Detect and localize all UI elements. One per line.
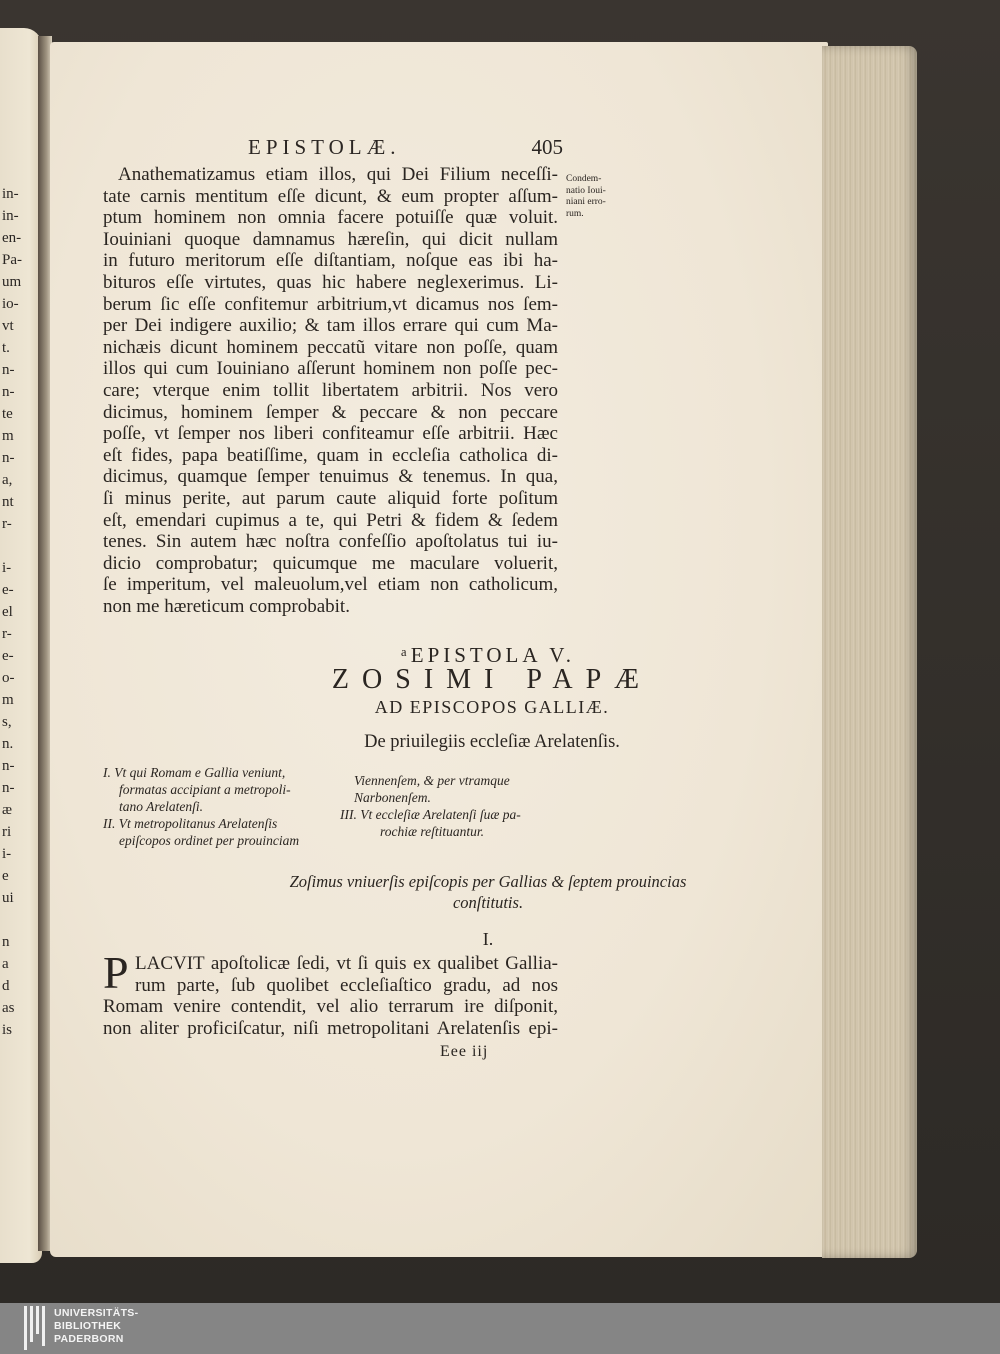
left-fragment-line: n- (2, 780, 15, 796)
margin-note-line: niani erro- (566, 197, 606, 207)
left-fragment-line: s, (2, 714, 12, 730)
margin-note-line: rum. (566, 208, 584, 219)
body-paragraph (103, 164, 558, 617)
left-fragment-line: t. (2, 340, 10, 356)
body-line: illos qui cum Iouiniano aſſerunt hominem non poſſe pec- (103, 358, 558, 380)
running-header (248, 135, 563, 163)
left-fragment-line: ri (2, 824, 12, 840)
body-line: eſt fides, papa beatiſſime, quam in eccleſia catholica di- (103, 444, 558, 466)
library-name (54, 1307, 138, 1346)
left-fragment-line: m (2, 428, 14, 444)
left-fragment-line: en- (2, 230, 22, 246)
summary-item-line: Narbonenſem. (354, 790, 431, 805)
left-fragment-line: e- (2, 582, 14, 598)
left-fragment-line: i- (2, 560, 12, 576)
body-line: berum ſic eſſe confitemur arbitrium,vt dicamus nos ſem- (103, 293, 558, 315)
left-fragment-line: el (2, 604, 13, 620)
summary-item-line: tano Arelatenſi. (119, 799, 203, 814)
body-line: dicio comprobatur; quicumque me maculare voluerit, (103, 552, 558, 574)
epistle-subtitle: AD EPISCOPOS GALLIÆ. (374, 697, 610, 717)
left-fragment-line (2, 535, 42, 557)
paragraph-line: Romam venire contendit, vel alio terrarum ire diſponit, (103, 996, 558, 1018)
library-logo-icon (24, 1306, 46, 1350)
epistle-title: ZOSIMI PAPÆ (331, 664, 653, 695)
page-number: 405 (531, 135, 563, 159)
body-line: Anathematizamus etiam illos, qui Dei Filium neceſſi- (118, 164, 558, 185)
footer-bar (0, 1303, 1000, 1354)
left-fragment-line: a (2, 956, 9, 972)
body-line: non me hæreticum comprobabit. (103, 595, 350, 617)
left-fragment-line: Pa- (2, 252, 22, 268)
body-line: in futuro meritorum eſſe diſtantiam, noſque eas ibi ha- (103, 250, 558, 272)
body-line: care; vterque enim tollit libertatem arbitrii. Nos vero (103, 379, 558, 401)
summary-item-line: Viennenſem, & per vtramque (354, 773, 510, 788)
body-line: tenes. Sin autem hæc noſtra confeſſio apoſtolatus tui iu- (103, 531, 558, 553)
body-line: poſſe, vt ſemper nos liberi confiteamur eſſe arbitrii. Hæc (103, 423, 558, 445)
left-fragment-line: io- (2, 296, 19, 312)
library-name-line: PADERBORN (54, 1333, 124, 1345)
left-fragment-line: d (2, 978, 10, 994)
body-line: ſi minus perite, aut parum caute aliquid forte poſitum (103, 487, 558, 509)
summary-item-line: III. Vt eccleſiæ Arelatenſi ſuæ pa- (340, 807, 521, 822)
running-title: EPISTOLÆ. (248, 135, 401, 159)
left-fragment-line: te (2, 406, 13, 422)
left-fragment-line: nt (2, 494, 14, 510)
body-line: dicimus, hominem ſemper & peccare & non peccare (103, 401, 558, 423)
left-fragment-line: e (2, 868, 9, 884)
left-fragment-line: n- (2, 758, 15, 774)
epistle-topic: De priuilegiis eccleſiæ Arelatenſis. (364, 732, 620, 752)
left-fragment-line: æ (2, 802, 13, 818)
summary-item-line: epiſcopos ordinet per prouinciam (119, 833, 300, 848)
left-fragment-line: as (2, 1000, 15, 1016)
summary-left-column (103, 764, 333, 849)
left-fragment-line: in- (2, 186, 19, 202)
summary-right-column (340, 772, 565, 840)
epistle-number: ᵃEPISTOLA V. (401, 643, 575, 667)
left-fragment-line: r- (2, 516, 12, 532)
summary-item-line: I. Vt qui Romam e Gallia veniunt, (103, 765, 286, 780)
margin-note-line: Condem- (566, 174, 602, 184)
summary-item-line: II. Vt metropolitanus Arelatenſis (103, 816, 278, 831)
summary-item-line: formatas accipiant a metropoli- (119, 782, 291, 797)
left-fragment-line: ui (2, 890, 14, 906)
left-fragment-line: m (2, 692, 14, 708)
left-fragment-line: n. (2, 736, 14, 752)
left-fragment-line: n (2, 934, 10, 950)
drop-cap: P (103, 947, 129, 998)
left-fragment-line: r- (2, 626, 12, 642)
paragraph-line: LACVIT apoſtolicæ ſedi, vt ſi quis ex qualibet Gallia- (135, 953, 558, 974)
opening-paragraph (103, 953, 558, 1039)
body-line: ptum hominem non omnia facere potuiſſe quæ voluit. (103, 207, 558, 229)
left-fragment-line: n- (2, 384, 15, 400)
margin-note-line: natio Ioui- (566, 185, 606, 196)
body-line: dicimus, quamque ſemper tenuimus & tenemus. In qua, (103, 466, 558, 488)
left-fragment-line: n- (2, 362, 15, 378)
margin-note (566, 174, 626, 220)
library-name-line: BIBLIOTHEK (54, 1320, 122, 1332)
body-line: per Dei indigere auxilio; & tam illos errare qui cum Ma- (103, 315, 558, 337)
left-fragment-line: n- (2, 450, 15, 466)
body-line: eſt, emendari cupimus a te, qui Petri & fidem & ſedem (103, 509, 558, 531)
left-fragment-line: a, (2, 472, 13, 488)
body-line: Iouiniani quoque damnamus hæreſin, qui dicit nullam (103, 228, 558, 250)
left-fragment-line: o- (2, 670, 15, 686)
summary-item-line: rochiæ reſtituantur. (380, 824, 485, 839)
left-fragment-line: in- (2, 208, 19, 224)
body-line: bituros eſſe virtutes, quas hic habere neglexerimus. Li- (103, 271, 558, 293)
body-line: nichæis dicunt hominem peccatũ vitare non poſſe, quam (103, 336, 558, 358)
left-fragment-line: um (2, 274, 22, 290)
left-fragment-line: i- (2, 846, 12, 862)
body-line: ſe imperitum, vel maleuolum,vel etiam non catholicum, (103, 574, 558, 596)
left-fragment-line: e- (2, 648, 14, 664)
library-name-line: UNIVERSITÄTS- (54, 1307, 139, 1319)
paragraph-line: rum parte, ſub quolibet eccleſiaſtico gradu, ad nos (135, 974, 558, 996)
left-fragment-line: vt (2, 318, 14, 334)
left-fragment-line: is (2, 1022, 13, 1038)
paragraph-line: non aliter proficiſcatur, niſi metropolitani Arelatenſis epi- (103, 1017, 558, 1039)
signature-mark: Eee iij (440, 1043, 489, 1060)
address-line-1: Zoſimus vniuerſis epiſcopis per Gallias & ſeptem prouincias (289, 872, 687, 891)
body-line: tate carnis mentitum eſſe dicunt, & eum propter aſſum- (103, 185, 558, 207)
address-line-2: conſtitutis. (452, 893, 524, 912)
section-numeral: I. (482, 929, 494, 949)
